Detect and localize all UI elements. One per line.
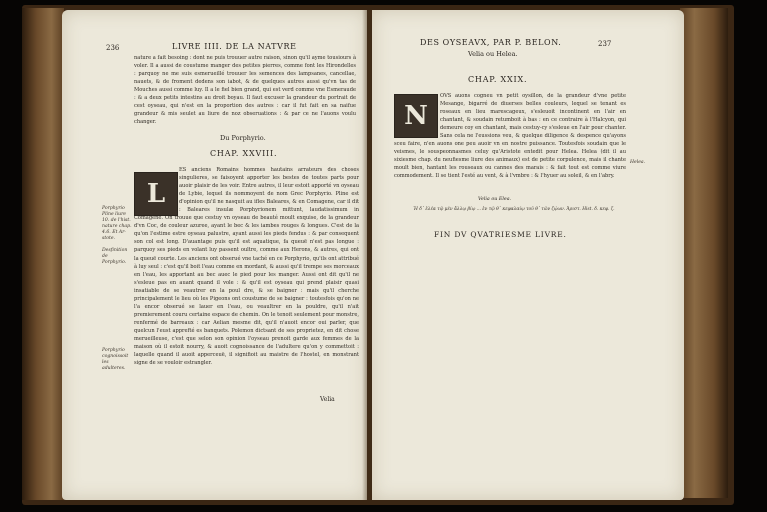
left-margin-note-3: Porphyrio cognoissoit les adulteres. <box>102 348 129 371</box>
left-chapter-text <box>134 166 359 398</box>
left-catchword: Velia <box>320 396 335 403</box>
left-chapter-heading: CHAP. XXVIII. <box>210 149 278 158</box>
right-running-head: DES OYSEAVX, PAR P. BELON. <box>420 38 562 47</box>
right-chapter-heading: CHAP. XXIX. <box>468 75 528 84</box>
right-page-number: 237 <box>598 40 612 48</box>
right-finis-line: FIN DV QVATRIESME LIVRE. <box>434 230 567 239</box>
right-initial-spacer <box>394 92 440 136</box>
left-running-head: LIVRE IIII. DE LA NATVRE <box>172 42 297 51</box>
right-latin-label: Velia ou Elea. <box>478 197 512 202</box>
right-greek-caption: Ἡ δ᾽ ἐλέα τῷ μὲν ἄλλῳ βίῳ ... ἐν τῷ θ᾽ κεφαλαίῳ τοῦ θ᾽ τῶν ζῴων. Ἀριστ. Hist. δ. κεφ. ζ. <box>413 207 615 212</box>
left-margin-note-1: Porphyrio Pline liure 10. de l'hist. nature chap. 4.6. Et Ar-stote. <box>102 206 132 241</box>
right-sub-heading: Velia ou Helea. <box>468 50 518 58</box>
left-margin-note-2: Desfinition de Porphyrio. <box>102 248 128 265</box>
left-initial-spacer <box>134 166 179 214</box>
left-chapter-body: ES anciens Romains hommes hautains arrateurs des choses singulieres, se faisoyent apporter les bestes de toutes parts pour auoir plaisir de les voir. Entre autres, il leur estoit apporté vn oyseau de Lybie, lequel ils nommoyent de nom Grec Porphyrio. Pline est d'opinion qu'il ne nasquit au ifles Baleares, & en Comagene, car il dit : Baleares insulæ Porphyrionem mittunt, laudatissimum in Comagene. On trouue que cestuy vn oyseau de beauté moult exquise, de la grandeur d'vn Coc, de couleur azuree, ayant le bec & les iambes rouges & longues. C'est de la qu'on l'estime estre oyseau palustre, ayant aussi les pieds fendus : & par consequent son col est long. D'auantage puis qu'il est aquatique, fa queuë n'est pas longue : parquoy ses pieds en volant luy passent oultre, comme aux Herons, & autres, qui ont la queuë courte. Les anciens ont obserué vne taché en ce Porphyrio, qu'ils ont attribué à luy seul : c'est qu'il boit l'eau comme en mordant, & aussi qu'il trempe ses morceaux en l'eau, les apportant au bec auec le pied pour les manger. Aussi ont dit qu'il ne s'esleue pas en auant quand il vole : & qu'il est oyseau qui prend plaisir quasi insatiable de se veautrer en la poul dre, & se baigner : mais qu'il cherche principalement le lieu où les Pigeons ont coustume de se baigner : toutesfois qu'on ne l'a encor obserué se lauer en l'eau, ou veaultrer en la pouldre, qu'il n'ait premierement couru certaine espace de chemin. On le tenoit seulement pour monstre, renfermé de barreaux : car Aelian mesme dit, qu'il n'auoit encor oui parler, que quelcun l'eust apprefté es banquets. Polemon dictsant de ses proprietez, en dit chose merueilleuse, c'est que selon son opinion l'oyseau prenoit garde aux femmes de la maison où il estoit nourry, & auoit cognoissance de l'adultere qu'on y commettoit : laquelle quand il auoit apperceuë, il signifioit au maistre de l'hostel, en monstrant signe de se vouloir estrangler. <box>134 167 359 367</box>
left-drop-initial-letter: L <box>146 179 166 209</box>
right-chapter-body: OVS auons cogneu vn petit oysillon, de la grandeur d'vne petite Mesange, bigarré de diuerses belles couleurs, lequel se tenant es roseaux en lieu marescageux, s'esleuoit incontinent en l'air en chantant, & soudain retumboit à bas : en ce contraire à l'Halcyon, qui demeure coy en chantant, mais cestuy-cy s'esleue en l'air pour chanter. Sans cela ne l'eussions veu, & quelque diligence & despence qu'ayons sceu faire, n'en auons one peu auoir vn en nostre puissance. Toutesfois soudain que le veismes, le souspeonnasmes celuy qu'Aristote entedit pour Helea. Helea (dit il au sixiesme chap. du neufiesme liure des animaux) est de petite corpulence, mais il chante moult bien, hantant les rouseaux ou cannes des marais : & fait tout est comme viure commodement. Il se tient l'esté au vent, & à l'vmbre : & l'hyuer au soleil, & en l'abry. <box>394 93 626 180</box>
left-page <box>62 10 367 500</box>
left-sub-heading: Du Porphyrio. <box>220 134 266 142</box>
right-margin-note: Helea. <box>630 160 646 165</box>
right-page-stack-edge <box>680 8 728 498</box>
right-drop-initial-letter: N <box>404 101 428 131</box>
right-chapter-text <box>394 92 626 197</box>
left-page-number: 236 <box>106 44 120 52</box>
left-page-stack-edge <box>22 8 64 500</box>
right-page <box>372 10 684 500</box>
left-top-paragraph: nature a fait besoing : dont ne puis trouuer autre raison, sinon qu'il ayme tousiours à voler. Il a aussi de coustume manger des petites pierres, comme font les Hirondelles : parquoy ne me suis esmerueillé trouuer les semences des lampsanes, cancellae, nauets, & de froment dedens son iabot, & de quelques autres aussi qu'vn tas de Mouches aussi comme luy. Il a le fiel bien grand, qui est verd comme vne Esmeraude : & a deux petits intestins au droit boyau. Il faut excuser la grandeur du portrait de cest oyseau, qui n'est en la proportion des autres : car il fut fait en sa naifue grandeur & mis seulet au liure de noz obseruations : & par ce ne l'auons voulu changer. <box>134 55 356 126</box>
